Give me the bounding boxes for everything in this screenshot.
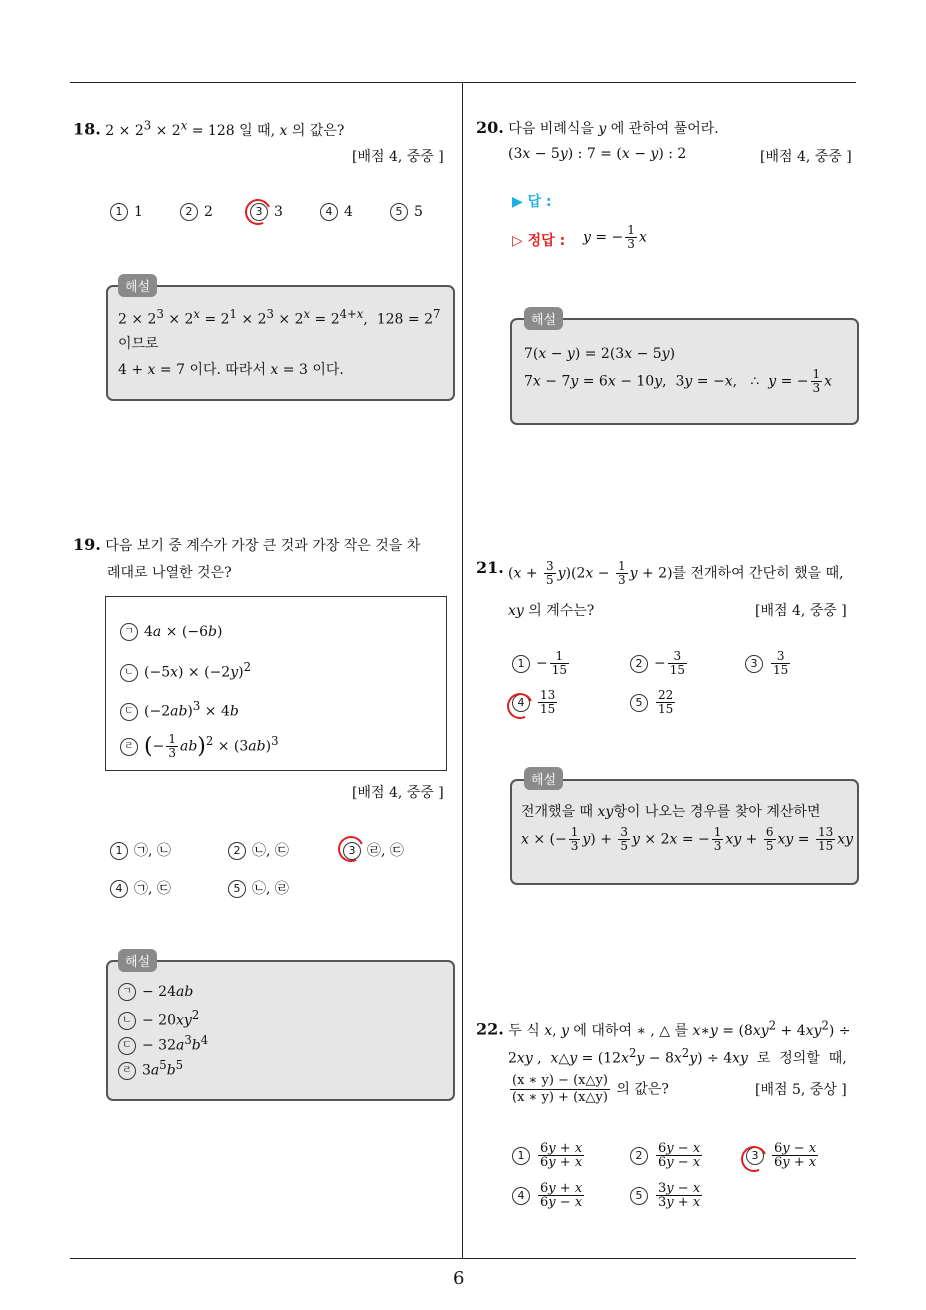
question-20 [476,118,719,138]
solution-tab: 해설 [524,307,563,330]
solution-tab: 해설 [118,274,157,297]
stem-tail: 의 값은? [616,1081,669,1098]
choice-1[interactable]: 1 1 [110,203,143,221]
choice-2[interactable]: 2 2 [180,203,213,221]
solution-line: 7x − 7y = 6x − 10y, 3y = −x, ∴ y = − $\frac{1}{3}$ x [524,367,833,395]
solution-box [106,960,455,1101]
solution-line: ㄱ − 24ab [118,983,193,1001]
solution-line: ㄹ $3a^5b^5$ [118,1058,183,1080]
example-item: ㄷ $(-2ab)^3 \times 4b$ [120,699,239,721]
top-rule [70,82,856,83]
answer-label: ▶ 답 : [512,194,552,210]
page-number: 6 [453,1268,465,1289]
choice-4[interactable]: 4 $\frac{6y + x}{6y - x}$ [512,1182,586,1209]
solution-line: ㄷ − $32a^3b^4$ [118,1033,208,1055]
choice-1[interactable]: 1 ㉠, ㉡ [110,840,171,860]
solution-tab: 해설 [524,767,563,790]
question-stem: 다음 보기 중 계수가 가장 큰 것과 가장 작은 것을 차 [105,538,421,554]
choice-2[interactable]: 2 ㉡, ㉢ [228,840,289,860]
question-meta: [배점 4, 중중 ] [760,149,852,165]
question-stem-cont: xy 의 계수는? [508,603,595,619]
question-stem-cont [508,1073,669,1106]
choice-5[interactable]: 5 5 [390,203,423,221]
correct-answer-mark [334,832,367,865]
question-stem: $2 \times 2^3 \times 2^x = 128$ 일 때, x 의 값은? [105,118,345,139]
fraction-numerator: (x ∗ y) − (x△y) [512,1073,608,1088]
question-meta: [배점 5, 중상 ] [755,1082,847,1098]
choice-3[interactable]: 3 $\frac{3}{15}$ [745,650,792,677]
choice-4[interactable]: 4 4 [320,203,353,221]
choice-4[interactable]: 4 $\frac{13}{15}$ [512,689,559,716]
solution-line: 7(x − y) = 2(3x − 5y) [524,346,676,362]
question-stem: (x + $\frac{3}{5}$ y)(2x − $\frac{1}{3}$ y + 2)를 전개하여 간단히 했을 때, [508,559,844,587]
correct-value: y = − $\frac{1}{3}$ x [583,223,647,251]
question-18 [73,118,344,140]
question-stem: 두 식 x, y 에 대하여 ∗ , △ 를 x∗y = $(8xy^2 + 4xy^2)$ ÷ [508,1018,851,1039]
choice-3[interactable]: 3 ㉣, ㉢ [343,840,404,860]
question-number: 18. [73,119,101,139]
question-19 [73,535,420,555]
example-item: ㄴ $(-5x) \times (-2y)^2$ [120,660,251,682]
choice-5[interactable]: 5 $\frac{22}{15}$ [630,689,677,716]
column-divider [462,83,463,1258]
choice-3[interactable]: 3 3 [250,203,283,221]
example-item: ㄹ (− $\frac{1}{3}$ $ab)^2 \times (3ab)^3$ [120,733,279,760]
question-meta: [배점 4, 중중 ] [352,785,444,801]
choice-3[interactable]: 3 $\frac{6y - x}{6y + x}$ [746,1142,820,1169]
solution-tab: 해설 [118,949,157,972]
choice-1[interactable]: 1 $\frac{6y + x}{6y + x}$ [512,1142,586,1169]
solution-line: 4 + x = 7 이다. 따라서 x = 3 이다. [118,362,344,378]
equation: (3x − 5y) : 7 = (x − y) : 2 [508,146,687,162]
choice-1[interactable]: 1 − $\frac{1}{15}$ [512,650,571,677]
question-number: 21. [476,558,504,577]
fraction-denominator: (x ∗ y) + (x△y) [512,1090,608,1105]
solution-line: $2 \times 2^3 \times 2^x = 2^1 \times 2^3 \times 2^x = 2^{4+x}$, $128 = 2^7$ [118,307,441,328]
solution-line: 전개했을 때 xy항이 나오는 경우를 찾아 계산하면 [521,804,821,820]
question-stem: 다음 비례식을 y 에 관하여 풀어라. [508,121,719,137]
choice-4[interactable]: 4 ㉠, ㉢ [110,878,171,898]
question-meta: [배점 4, 중중 ] [352,149,444,165]
correct-answer-mark [241,195,274,228]
question-stem-cont: 례대로 나열한 것은? [107,565,232,581]
correct-label: ▷ 정답 : [512,233,566,249]
choice-2[interactable]: 2 $\frac{6y - x}{6y - x}$ [630,1142,704,1169]
question-21 [476,558,504,577]
question-number: 22. [476,1019,504,1039]
choice-5[interactable]: 5 ㉡, ㉣ [228,878,289,898]
choice-5[interactable]: 5 $\frac{3y - x}{3y + x}$ [630,1182,704,1209]
solution-line: 이므로 [118,336,159,352]
solution-line: ㄴ − $20xy^2$ [118,1008,199,1030]
question-22 [476,1018,851,1040]
question-meta: [배점 4, 중중 ] [755,603,847,619]
bottom-rule [70,1258,856,1259]
example-item: ㄱ 4a × (−6b) [120,623,222,641]
question-stem-cont: 2xy , x△y = $(12x^2y - 8x^2y) \div 4xy$ 로 정의할 때, [508,1046,847,1067]
question-number: 20. [476,118,504,137]
solution-line: x × (− $\frac{1}{3}$ y) + $\frac{3}{5}$ y × 2x = − $\frac{1}{3}$ xy + $\frac{6}{5}$ xy = $\frac{13}{15}$ xy [521,825,854,853]
choice-2[interactable]: 2 − $\frac{3}{15}$ [630,650,689,677]
question-number: 19. [73,535,101,554]
